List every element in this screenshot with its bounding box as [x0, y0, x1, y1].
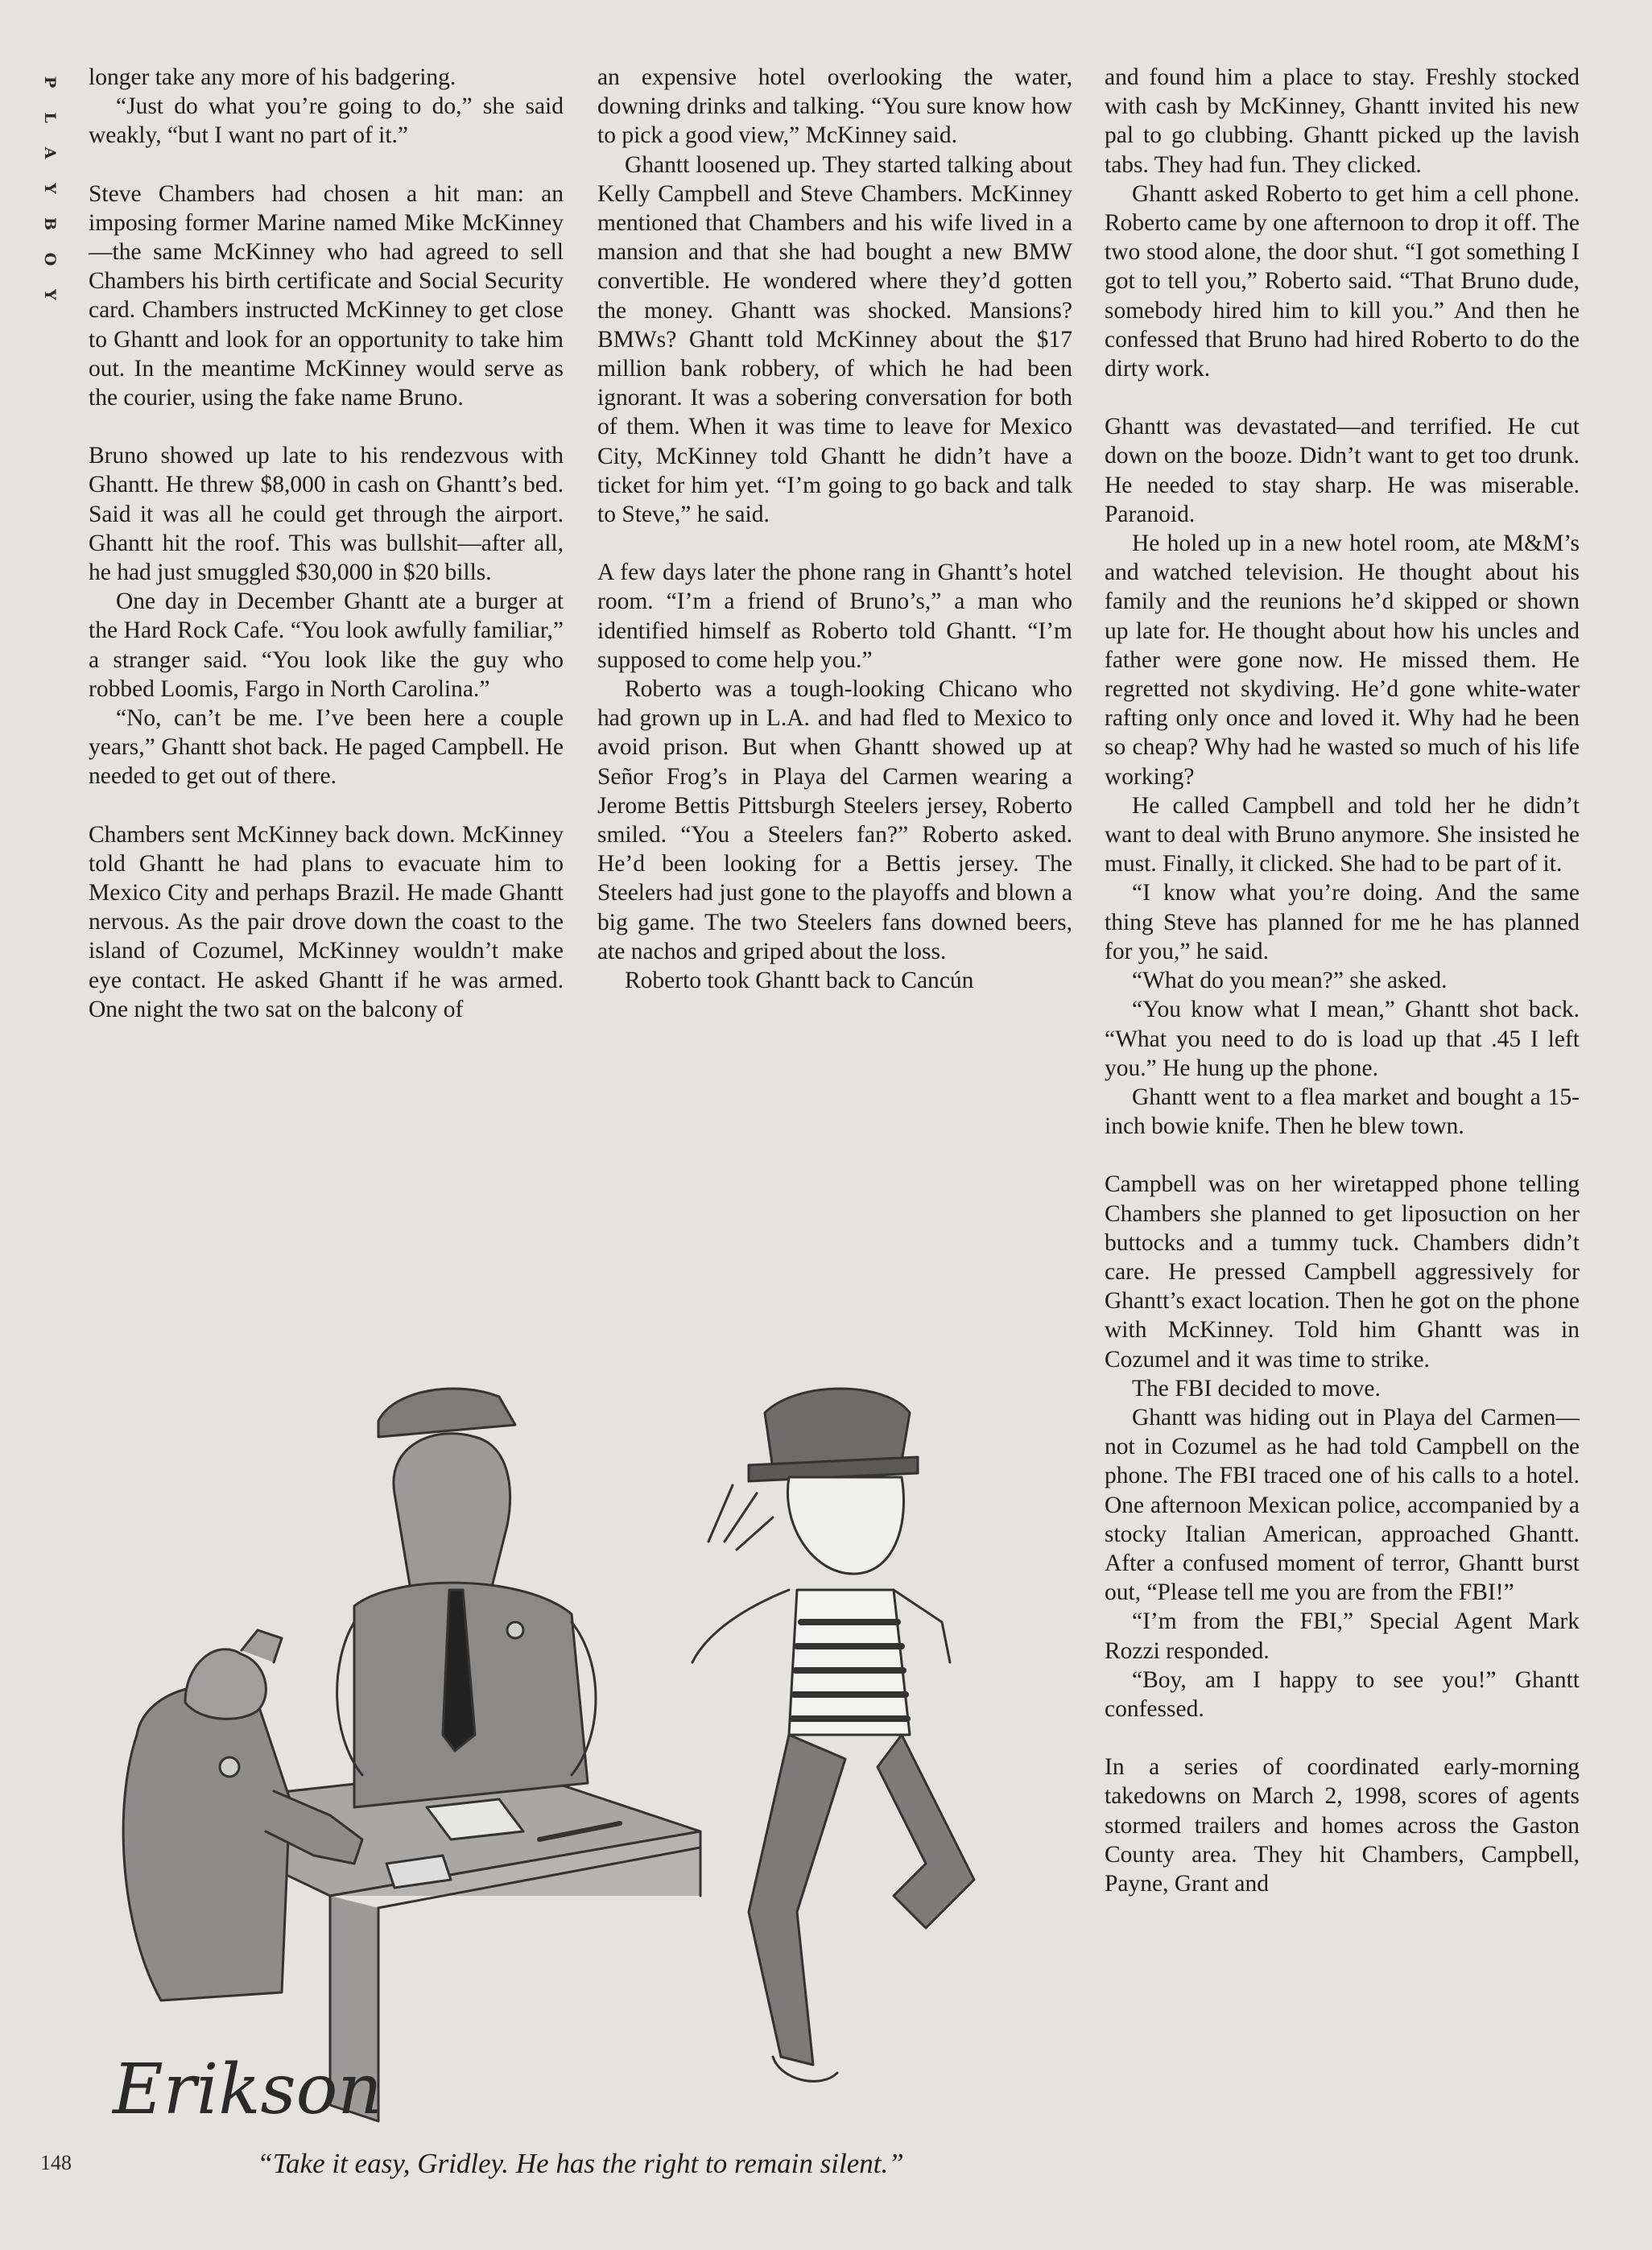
paragraph: Roberto was a tough-looking Chicano who had grown up in L.A. and had fled to Mexico to avoid prison. But when Ghantt showed up at Señor Frog’s in Playa del Carmen wearing a Jerome Bettis Pittsburgh Steelers jersey, Roberto smiled. “You a Steelers fan?” Roberto asked. He’d been looking for a Bettis jersey. The Steelers had just gone to the playoffs and blown a big game. The two Steelers fans downed beers, ate nachos and griped about the loss.	[597, 676, 1072, 964]
paragraph: Ghantt went to a flea market and bought a 15-inch bowie knife. Then he blew town.	[1105, 1084, 1580, 1140]
paragraph: Steve Chambers had chosen a hit man: an imposing former Marine named Mike McKinney—the same McKinney who had agreed to sell Chambers his birth certificate and Social Security card. Chambers instructed McKinney to get close to Ghantt and look for an opportunity to take him out. In the meantime McKinney would serve as the courier, using the fake name Bruno.	[89, 180, 564, 411]
paragraph: “Just do what you’re going to do,” she said weakly, “but I want no part of it.”	[89, 93, 564, 149]
column-3	[1105, 63, 1580, 1898]
paragraph: Ghantt was hiding out in Playa del Carmen—not in Cozumel as he had told Campbell on the phone. The FBI traced one of his calls to a hotel. One afternoon Mexican police, accompanied by a stocky Italian American, approached Ghantt. After a confused moment of terror, Ghantt burst out, “Please tell me you are from the FBI!”	[1105, 1404, 1580, 1606]
paragraph: and found him a place to stay. Freshly stocked with cash by McKinney, Ghantt invited his new pal to go clubbing. Ghantt picked up the lavish tabs. They had fun. They clicked.	[1105, 64, 1580, 178]
paragraph: “I’m from the FBI,” Special Agent Mark Rozzi responded.	[1105, 1608, 1580, 1664]
paragraph: Ghantt was devastated—and terrified. He cut down on the booze. Didn’t want to get too drunk. He needed to stay sharp. He was miserable. Paranoid.	[1105, 414, 1580, 527]
column-1	[89, 63, 564, 1024]
paragraph: In a series of coordinated early-morning takedowns on March 2, 1998, scores of agents stormed trailers and homes across the Gaston County area. They hit Chambers, Campbell, Payne, Grant and	[1105, 1754, 1580, 1897]
paragraph: “What do you mean?” she asked.	[1132, 968, 1448, 994]
cartoon-illustration	[89, 1284, 1072, 2145]
paragraph: longer take any more of his badgering.	[89, 64, 456, 90]
running-head: P L A Y B O Y	[41, 76, 59, 300]
paragraph: Ghantt asked Roberto to get him a cell phone. Roberto came by one afternoon to drop it off. The two stood alone, the door shut. “I got something I got to tell you,” Roberto said. “That Bruno dude, somebody hired him to kill you.” And then he confessed that Bruno had hired Roberto to do the dirty work.	[1105, 180, 1580, 382]
paragraph: Ghantt loosened up. They started talking about Kelly Campbell and Steve Chambers. McKinney mentioned that Chambers and his wife lived in a mansion and that she had bought a new BMW convertible. He wondered where they’d gotten the money. Ghantt was shocked. Mansions? BMWs? Ghantt told McKinney about the $17 million bank robbery, of which he had been ignorant. It was a sobering conversation for both of them. When it was time to leave for Mexico City, McKinney told Ghantt he didn’t have a ticket for him yet. “I’m going to go back and talk to Steve,” he said.	[597, 151, 1072, 528]
paragraph: “Boy, am I happy to see you!” Ghantt confessed.	[1105, 1666, 1580, 1722]
paragraph: The FBI decided to move.	[1132, 1375, 1381, 1402]
paragraph: “I know what you’re doing. And the same thing Steve has planned for me he has planned for you,” he said.	[1105, 880, 1580, 964]
paragraph: Bruno showed up late to his rendezvous with Ghantt. He threw $8,000 in cash on Ghantt’s bed. Said it was all he could get through the airport. Ghantt hit the roof. This was bullshit—after all, he had just smuggled $30,000 in $20 bills.	[89, 443, 564, 586]
paragraph: He called Campbell and told her he didn’t want to deal with Bruno anymore. She insisted he must. Finally, it clicked. She had to be part of it.	[1105, 792, 1580, 877]
paragraph: “No, can’t be me. I’ve been here a couple years,” Ghantt shot back. He paged Campbell. He needed to get out of there.	[89, 705, 564, 790]
paragraph: an expensive hotel overlooking the water, downing drinks and talking. “You sure know how to pick a good view,” McKinney said.	[597, 64, 1072, 149]
paragraph: “You know what I mean,” Ghantt shot back. “What you need to do is load up that .45 I left you.” He hung up the phone.	[1105, 997, 1580, 1081]
page-number: 148	[40, 2151, 72, 2174]
column-2	[597, 63, 1072, 995]
paragraph: A few days later the phone rang in Ghantt’s hotel room. “I’m a friend of Bruno’s,” a man who identified himself as Roberto told Ghantt. “I’m supposed to come help you.”	[597, 559, 1072, 673]
paragraph: He holed up in a new hotel room, ate M&M’s and watched television. He thought about his family and the reunions he’d skipped or shown up late for. He thought about how his uncles and father were gone now. He missed them. He regretted not skydiving. He’d gone white-water rafting only once and loved it. Why had he been so cheap? Why had he wasted so much of his life working?	[1105, 531, 1580, 790]
paragraph: One day in December Ghantt ate a burger at the Hard Rock Cafe. “You look awfully familiar,” a stranger said. “You look like the guy who robbed Loomis, Fargo in North Carolina.”	[89, 588, 564, 702]
cartoon-caption: “Take it easy, Gridley. He has the right to remain silent.”	[257, 2148, 904, 2179]
paragraph: Campbell was on her wiretapped phone telling Chambers she planned to get liposuction on her buttocks and a tummy tuck. Chambers didn’t care. He pressed Campbell aggressively for Ghantt’s exact location. Then he got on the phone with McKinney. Told him Ghantt was in Cozumel and it was time to strike.	[1105, 1171, 1580, 1373]
paragraph: Roberto took Ghantt back to Cancún	[625, 968, 974, 994]
artist-signature: Erikson	[113, 2050, 382, 2130]
paragraph: Chambers sent McKinney back down. McKinney told Ghantt he had plans to evacuate him to Mexico City and perhaps Brazil. He made Ghantt nervous. As the pair drove down the coast to the island of Cozumel, McKinney wouldn’t make eye contact. He asked Ghantt if he was armed. One night the two sat on the balcony of	[89, 821, 564, 1022]
